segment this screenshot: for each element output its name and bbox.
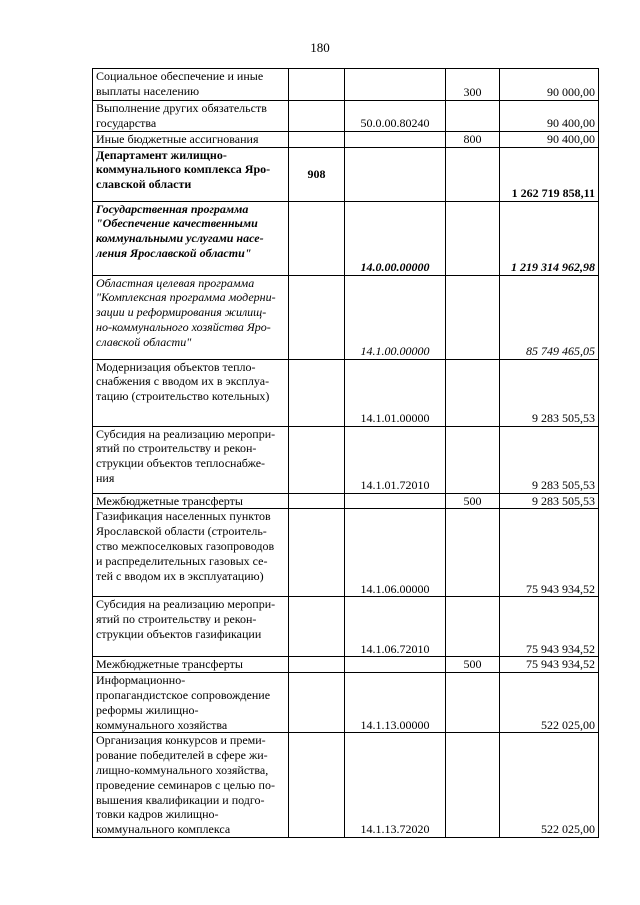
expense-type-cell — [446, 147, 500, 201]
dept-cell: 908 — [289, 147, 345, 201]
amount-cell: 85 749 465,05 — [500, 275, 599, 359]
expense-type-cell — [446, 509, 500, 597]
amount-cell: 522 025,00 — [500, 733, 599, 838]
code-cell: 14.1.06.72010 — [345, 597, 446, 657]
row-name-line: рование победителей в сфере жи- — [96, 748, 268, 763]
dept-cell — [289, 673, 345, 733]
row-name-cell — [93, 657, 289, 673]
row-name-cell — [93, 101, 289, 132]
table-row — [93, 201, 599, 275]
code-cell — [345, 657, 446, 673]
dept-cell — [289, 657, 345, 673]
row-name-line: проведение семинаров с целью по- — [96, 777, 275, 792]
row-name-cell — [93, 597, 289, 657]
row-name-cell — [93, 69, 289, 101]
dept-cell — [289, 201, 345, 275]
table-row — [93, 101, 599, 132]
expense-type-cell — [446, 359, 500, 426]
dept-cell — [289, 131, 345, 147]
row-name-line: Субсидия на реализацию меропри- — [96, 597, 276, 612]
row-name-line: Выполнение других обязательств — [96, 101, 267, 115]
row-name-line: Социальное обеспечение и иные — [96, 69, 264, 83]
amount-cell: 75 943 934,52 — [500, 509, 599, 597]
row-name-line: Модернизация объектов тепло- — [96, 359, 256, 374]
table-row — [93, 147, 599, 201]
row-name-line: славской области" — [96, 334, 192, 349]
amount-cell: 9 283 505,53 — [500, 426, 599, 493]
table-row — [93, 69, 599, 101]
amount-cell: 90 400,00 — [500, 131, 599, 147]
table-row — [93, 426, 599, 493]
code-cell — [345, 69, 446, 101]
row-name-line: снабжения с вводом их в эксплуа- — [96, 374, 270, 389]
row-name-line: Межбюджетные трансферты — [96, 493, 243, 508]
row-name-line: но-коммунального хозяйства Яро- — [96, 319, 271, 334]
row-name-line: тацию (строительство котельных) — [96, 389, 270, 404]
row-name-line: ния — [96, 470, 115, 485]
row-name-cell — [93, 493, 289, 509]
row-name-line: ятий по строительству и рекон- — [96, 441, 257, 456]
code-cell — [345, 131, 446, 147]
row-name-cell — [93, 359, 289, 426]
row-name-line: выплаты населению — [96, 83, 200, 98]
dept-cell — [289, 426, 345, 493]
row-name-line: Областная целевая программа — [96, 275, 255, 290]
budget-table — [92, 68, 599, 838]
row-name-cell — [93, 673, 289, 733]
row-name-line: товки кадров жилищно- — [96, 807, 219, 822]
expense-type-cell: 500 — [446, 657, 500, 673]
row-name-line: Государственная программа — [96, 201, 249, 216]
code-cell: 14.1.13.00000 — [345, 673, 446, 733]
row-name-line: и распределительных газовых се- — [96, 553, 268, 568]
table-row — [93, 275, 599, 359]
dept-cell — [289, 597, 345, 657]
row-name-cell — [93, 131, 289, 147]
row-name-line: коммунального комплекса — [96, 822, 231, 837]
row-name-line: "Обеспечение качественными — [96, 216, 258, 231]
expense-type-cell — [446, 201, 500, 275]
code-cell: 50.0.00.80240 — [345, 101, 446, 132]
amount-cell: 1 262 719 858,11 — [500, 147, 599, 201]
expense-type-cell — [446, 597, 500, 657]
row-name-line: коммунального хозяйства — [96, 717, 228, 732]
row-name-line: ятий по строительству и рекон- — [96, 612, 257, 627]
row-name-line: славской области — [96, 177, 192, 192]
table-row — [93, 597, 599, 657]
row-name-line: Организация конкурсов и преми- — [96, 733, 266, 748]
table-row — [93, 673, 599, 733]
code-cell: 14.1.01.00000 — [345, 359, 446, 426]
row-name-line: струкции объектов газификации — [96, 626, 262, 641]
code-cell: 14.1.13.72020 — [345, 733, 446, 838]
expense-type-cell — [446, 733, 500, 838]
amount-cell: 9 283 505,53 — [500, 359, 599, 426]
expense-type-cell: 500 — [446, 493, 500, 509]
code-cell: 14.1.01.72010 — [345, 426, 446, 493]
row-name-cell — [93, 733, 289, 838]
table-row — [93, 359, 599, 426]
row-name-line: Субсидия на реализацию меропри- — [96, 426, 276, 441]
table-row — [93, 131, 599, 147]
page-number: 180 — [310, 40, 330, 55]
row-name-line: Иные бюджетные ассигнования — [96, 131, 259, 146]
table-row — [93, 657, 599, 673]
amount-cell: 9 283 505,53 — [500, 493, 599, 509]
dept-cell — [289, 493, 345, 509]
row-name-line: коммунальными услугами насе- — [96, 231, 264, 246]
row-name-cell — [93, 426, 289, 493]
table-row — [93, 493, 599, 509]
row-name-line: государства — [96, 115, 157, 130]
expense-type-cell — [446, 673, 500, 733]
amount-cell: 75 943 934,52 — [500, 657, 599, 673]
amount-cell: 1 219 314 962,98 — [500, 201, 599, 275]
row-name-line: тей с вводом их в эксплуатацию) — [96, 568, 264, 583]
expense-type-cell: 800 — [446, 131, 500, 147]
row-name-line: Ярославской области (строитель- — [96, 524, 267, 539]
expense-type-cell — [446, 101, 500, 132]
dept-cell — [289, 101, 345, 132]
code-cell: 14.1.00.00000 — [345, 275, 446, 359]
amount-cell: 522 025,00 — [500, 673, 599, 733]
code-cell — [345, 147, 446, 201]
row-name-line: зации и реформирования жилищ- — [96, 305, 267, 320]
row-name-line: пропагандистское сопровождение — [96, 687, 271, 702]
row-name-line: коммунального комплекса Яро- — [96, 162, 271, 177]
row-name-line: струкции объектов теплоснабже- — [96, 456, 266, 471]
amount-cell: 90 000,00 — [500, 69, 599, 101]
row-name-cell — [93, 275, 289, 359]
dept-cell — [289, 69, 345, 101]
dept-cell — [289, 359, 345, 426]
expense-type-cell — [446, 426, 500, 493]
row-name-line: вышения квалификации и подго- — [96, 792, 265, 807]
code-cell: 14.0.00.00000 — [345, 201, 446, 275]
table-row — [93, 509, 599, 597]
row-name-line: Газификация населенных пунктов — [96, 509, 271, 524]
row-name-line: Департамент жилищно- — [96, 147, 227, 162]
row-name-line: Информационно- — [96, 673, 186, 688]
row-name-line: "Комплексная программа модерни- — [96, 290, 276, 305]
amount-cell: 90 400,00 — [500, 101, 599, 132]
expense-type-cell: 300 — [446, 69, 500, 101]
dept-cell — [289, 275, 345, 359]
expense-type-cell — [446, 275, 500, 359]
row-name-cell — [93, 147, 289, 201]
dept-cell — [289, 733, 345, 838]
amount-cell: 75 943 934,52 — [500, 597, 599, 657]
row-name-line: ство межпоселковых газопроводов — [96, 538, 275, 553]
row-name-cell — [93, 509, 289, 597]
row-name-line: реформы жилищно- — [96, 702, 199, 717]
row-name-cell — [93, 201, 289, 275]
dept-cell — [289, 509, 345, 597]
code-cell — [345, 493, 446, 509]
code-cell: 14.1.06.00000 — [345, 509, 446, 597]
row-name-line: Межбюджетные трансферты — [96, 657, 243, 672]
budget-table-body — [93, 69, 599, 838]
row-name-line: ления Ярославской области" — [96, 245, 252, 260]
row-name-line: лищно-коммунального хозяйства, — [96, 762, 269, 777]
table-row — [93, 733, 599, 838]
